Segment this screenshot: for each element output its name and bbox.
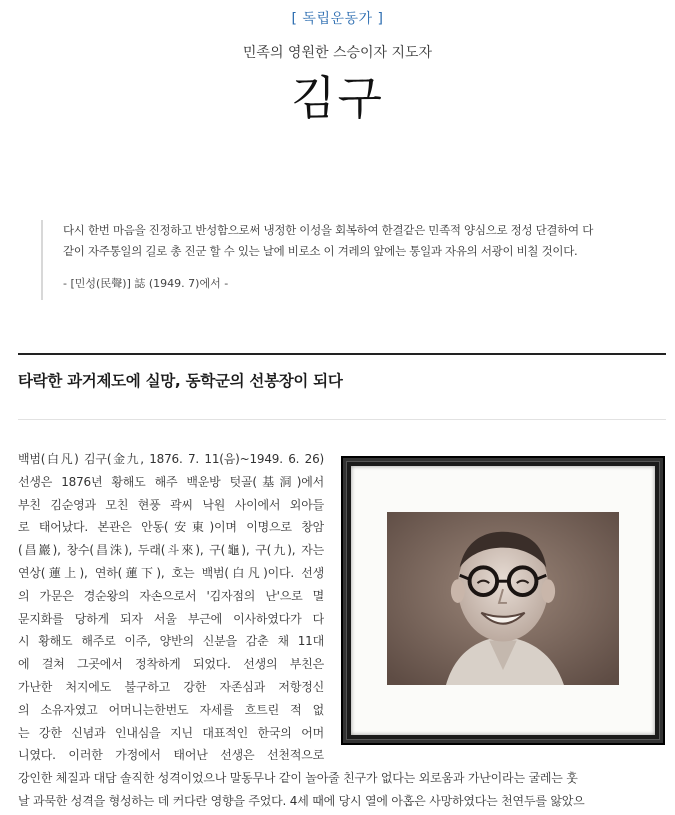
body-line: 강인한 체질과 대담 솔직한 성격이었으나 말동무나 같이 놀아줄 친구가 없다는 외로움과 가난이라는 굴레는 훗 bbox=[18, 771, 578, 786]
body-line: 는 강한 신념과 인내심을 지닌 대표적인 한국의 어머 bbox=[18, 725, 324, 740]
body-line: 의 가문은 경순왕의 자손으로서 '김자점의 난'으로 멸 bbox=[18, 588, 324, 603]
page-subtitle: 민족의 영원한 스승이자 지도자 bbox=[242, 45, 433, 61]
quote-text bbox=[63, 220, 661, 262]
body-line: 로 태어났다. 본관은 안동(安東)이며 이명으로 창암 bbox=[18, 520, 324, 535]
quote-block bbox=[41, 220, 661, 300]
quote-line-1: 다시 한번 마음을 진정하고 반성함으로써 냉정한 이성을 회복하여 한결같은 민족적 양심으로 정성 단결하여 다 bbox=[63, 223, 594, 237]
quote-source: - [민성(民聲)] 誌 (1949. 7)에서 - bbox=[63, 277, 229, 290]
body-line: 백범(白凡) 김구(金九, 1876. 7. 11(음)~1949. 6. 26) bbox=[18, 452, 324, 466]
body-line: 시 황해도 해주로 이주, 양반의 신분을 감춘 채 11대 bbox=[18, 634, 324, 649]
body-line: 의 소유자였고 어머니는한번도 자세를 흐트린 적 없 bbox=[18, 702, 324, 717]
section-underline bbox=[18, 419, 666, 420]
biography-text bbox=[18, 448, 666, 813]
page-title: 김구 bbox=[291, 71, 384, 125]
category-label: [ 독립운동가 ] bbox=[291, 11, 384, 27]
body-line: (昌巖), 창수(昌洙), 두래(斗來), 구(龜), 구(九), 자는 bbox=[18, 543, 324, 558]
section-heading: 타락한 과거제도에 실망, 동학군의 선봉장이 되다 bbox=[18, 372, 343, 390]
body-line: 날 과묵한 성격을 형성하는 데 커다란 영향을 주었다. 4세 때에 당시 열에 아홉은 사망하였다는 천연두를 앓았으 bbox=[18, 793, 585, 808]
section-divider bbox=[18, 353, 666, 355]
body-line: 선생은 1876년 황해도 해주 백운방 텃골(基洞)에서 bbox=[18, 474, 324, 489]
body-line: 에 걸쳐 그곳에서 정착하게 되었다. 선생의 부친은 bbox=[18, 657, 324, 672]
quote-line-2: 같이 자주통일의 길로 총 진군 할 수 있는 날에 비로소 이 겨레의 앞에는 통일과 자유의 서광이 비칠 것이다. bbox=[63, 244, 578, 258]
body-line: 니였다. 이러한 가정에서 태어난 선생은 선천적으로 bbox=[18, 748, 324, 763]
body-line: 연상(蓮上), 연하(蓮下), 호는 백범(白凡)이다. 선생 bbox=[18, 565, 324, 580]
body-line: 가난한 처지에도 불구하고 강한 자존심과 저항정신 bbox=[18, 679, 324, 694]
body-line: 문지화를 당하게 되자 서울 부근에 이사하였다가 다 bbox=[18, 611, 324, 626]
body-line: 부친 김순영과 모친 현풍 곽씨 낙원 사이에서 외아들 bbox=[18, 497, 324, 512]
